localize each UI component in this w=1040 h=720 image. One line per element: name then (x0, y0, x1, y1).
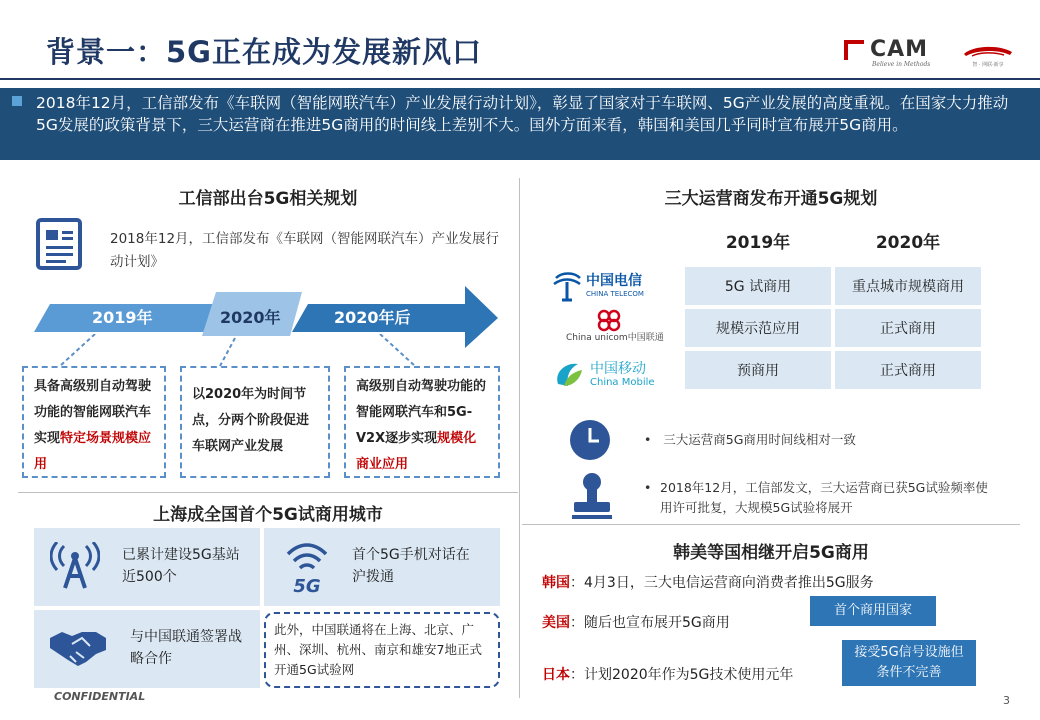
box-after-text: 高级别自动驾驶功能的智能网联汽车和5G-V2X逐步实现 (356, 379, 487, 446)
right-divider (522, 524, 1020, 525)
box-2020-text: 以2020年为时间节点，分两个阶段促进车联网产业发展 (192, 387, 310, 454)
operator-bullet-1-text: 三大运营商5G商用时间线相对一致 (663, 432, 856, 447)
partnership-text: 与中国联通签署战略合作 (130, 629, 242, 667)
call-text: 首个5G手机对话在沪拨通 (352, 547, 470, 585)
summary-text: 2018年12月，工信部发布《车联网（智能网联汽车）产业发展行动计划》，彰显了国家对于车联网、5G产业发展的高度重视。在国家大力推动5G发展的政策背景下，三大运营商在推进5G商用的时间线上差别不大。国外方面来看，韩国和美国几乎同时宣布展开5G商用。 (36, 94, 1009, 134)
operator-bullet-2-dot: • (644, 480, 652, 495)
page-title: 背景一：5G正在成为发展新风口 (46, 35, 482, 69)
miit-section-title: 工信部出台5G相关规划 (178, 189, 358, 209)
shanghai-card-call (264, 528, 500, 606)
china-unicom-logo (566, 308, 664, 348)
japan-label: 日本 (542, 667, 570, 683)
vertical-divider (519, 178, 520, 698)
summary-banner (0, 88, 1040, 160)
col-header-2020: 2020年 (875, 233, 941, 253)
telecom-2019-cell: 5G 试商用 (684, 266, 832, 306)
shanghai-note-box (264, 612, 500, 688)
mobile-en: China Mobile (590, 377, 655, 388)
usa-label: 美国 (542, 615, 570, 631)
korea-text: ：4月3日，三大电信运营商向消费者推出5G服务 (570, 575, 874, 591)
car-logo-caption: 智 · 网联·新享 (972, 62, 1004, 68)
document-icon (36, 218, 82, 270)
timeline-label-2020: 2020年 (220, 308, 281, 327)
antenna-icon (50, 542, 100, 590)
timeline-box-2019 (22, 366, 166, 478)
mobile-cn: 中国移动 (590, 361, 646, 377)
timeline-label-after-2020: 2020年后 (334, 308, 411, 327)
col-header-2019: 2019年 (725, 233, 791, 253)
summary-bullet (12, 96, 22, 106)
operator-bullet-1: • 三大运营商5G商用时间线相对一致 (644, 432, 856, 447)
stations-text: 已累计建设5G基站近500个 (122, 547, 240, 585)
confidential-label: CONFIDENTIAL (54, 690, 146, 703)
unicom-text: China unicom中国联通 (566, 333, 664, 343)
car-logo (958, 42, 1018, 68)
box-2019-highlight: 特定场景规模应用 (34, 431, 152, 472)
telecom-mark-icon (552, 270, 582, 302)
china-mobile-logo (550, 356, 660, 394)
telecom-en: CHINA TELECOM (586, 290, 644, 298)
timeline-box-after-2020 (344, 366, 500, 478)
usa-text: ：随后也宣布展开5G商用 (570, 615, 730, 631)
shanghai-note-text: 此外，中国联通将在上海、北京、广州、深圳、杭州、南京和雄安7地正式开通5G试验网 (274, 622, 482, 677)
usa-item (542, 612, 730, 632)
stamp-icon (570, 470, 614, 520)
mobile-2019-cell: 预商用 (684, 350, 832, 390)
cam-logo-text: CAM (870, 37, 929, 62)
timeline-connectors (20, 334, 500, 368)
unicom-2020-cell: 正式商用 (834, 308, 982, 348)
mobile-swirl-icon (552, 358, 584, 390)
header-rule (0, 78, 1040, 80)
handshake-icon (48, 626, 108, 668)
korea-callout: 首个商用国家 (810, 596, 936, 626)
japan-callout: 接受5G信号设施但条件不完善 (842, 640, 976, 686)
unicom-2019-cell: 规模示范应用 (684, 308, 832, 348)
mobile-2020-cell: 正式商用 (834, 350, 982, 390)
miit-description: 2018年12月，工信部发布《车联网（智能网联汽车）产业发展行动计划》 (110, 231, 500, 270)
cam-logo-mark (844, 40, 864, 60)
cam-logo (844, 37, 931, 68)
shanghai-card-stations (34, 528, 260, 606)
china-telecom-logo (548, 268, 658, 306)
operators-section-title: 三大运营商发布开通5G规划 (664, 189, 878, 209)
page-number: 3 (1003, 694, 1010, 707)
cam-logo-tagline: Believe in Methods (872, 61, 931, 68)
japan-text: ：计划2020年作为5G技术使用元年 (570, 667, 794, 683)
clock-icon (570, 420, 610, 460)
telecom-cn: 中国电信 (586, 273, 642, 289)
telecom-2020-cell: 重点城市规模商用 (834, 266, 982, 306)
shanghai-card-partnership (34, 610, 260, 688)
box-2019-text: 具备高级别自动驾驶功能的智能网联汽车实现 (34, 379, 152, 446)
intl-section-title: 韩美等国相继开启5G商用 (673, 543, 869, 563)
timeline-label-2019: 2019年 (92, 308, 153, 327)
timeline-box-2020 (180, 366, 330, 478)
korea-label: 韩国 (542, 575, 570, 591)
left-divider (18, 492, 518, 493)
wifi-5g-badge: 5G (293, 576, 321, 596)
korea-item (542, 572, 874, 592)
japan-item (542, 664, 793, 684)
operator-bullet-2-text: 2018年12月，工信部发文，三大运营商已获5G试验频率使用许可批复，大规模5G试验将展开 (660, 480, 988, 515)
shanghai-section-title: 上海成全国首个5G试商用城市 (153, 505, 383, 525)
box-after-highlight: 规模化商业应用 (356, 431, 477, 472)
unicom-knot-icon (594, 308, 624, 332)
wifi-5g-icon (284, 540, 330, 596)
